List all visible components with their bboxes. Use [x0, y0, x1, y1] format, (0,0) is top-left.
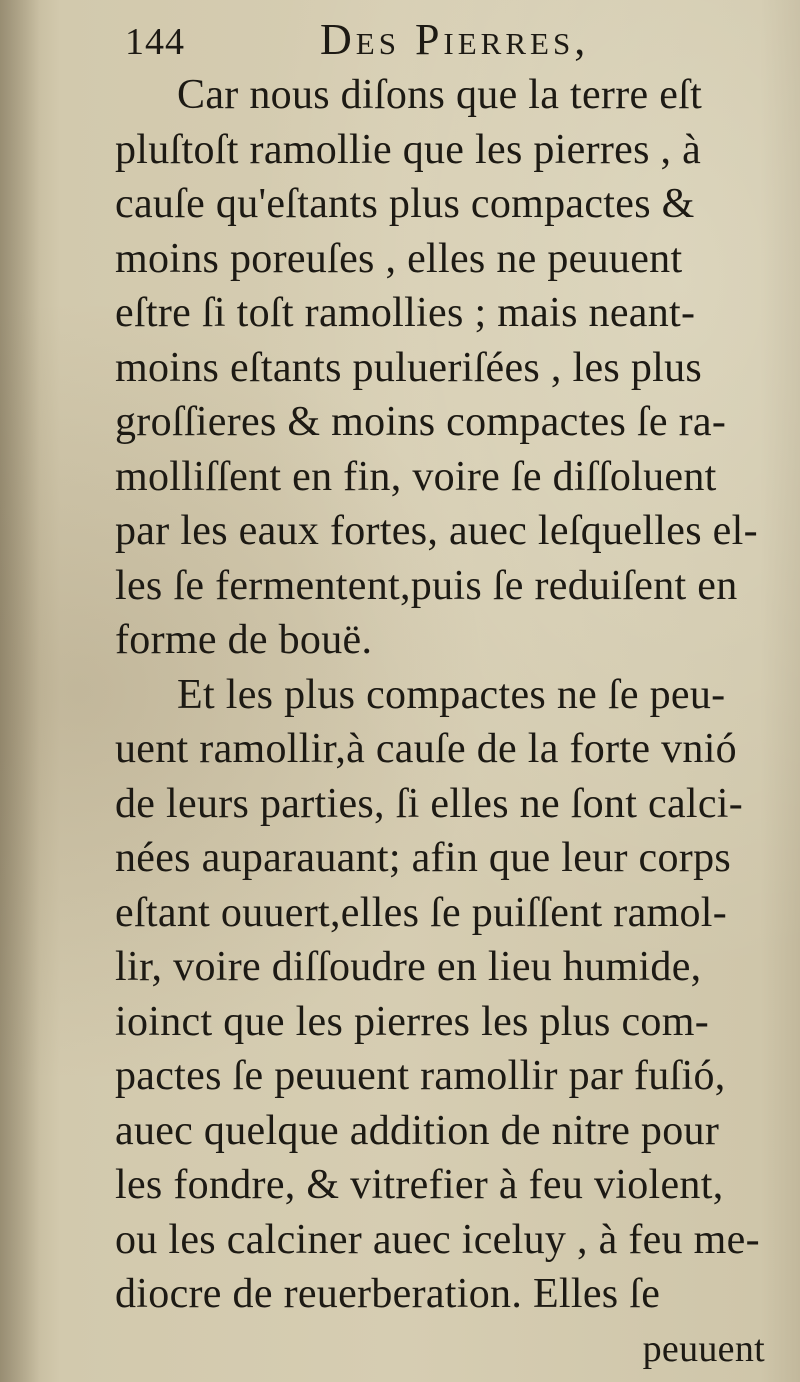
text-line: moins poreuſes , elles ne peuuent — [115, 235, 683, 282]
text-line: pactes ſe peuuent ramollir par fuſió, — [115, 1053, 726, 1099]
text-line: auec quelque addition de nitre pour — [115, 1107, 720, 1154]
text-line: uent ramollir,à cauſe de la forte vnió — [115, 726, 737, 772]
text-line: nées auparauant; afin que leur corps — [115, 835, 732, 881]
text-line: pluſtoſt ramollie que les pierres , à — [115, 126, 702, 173]
text-line: cauſe qu'eſtants plus compactes & — [115, 181, 695, 227]
text-line: forme de bouë. — [115, 617, 373, 663]
text-line: eſtant ouuert,elles ſe puiſſent ramol- — [115, 889, 728, 936]
text-line: ioinct que les pierres les plus com- — [115, 998, 709, 1045]
page-header — [125, 10, 725, 70]
text-line: par les eaux fortes, auec leſquelles el- — [115, 508, 758, 554]
text-line: molliſſent en fin, voire ſe diſſoluent — [115, 453, 717, 500]
text-line: Et les plus compactes ne ſe peu- — [177, 671, 726, 718]
text-line: moins eſtants pulueriſées , les plus — [115, 344, 703, 391]
body-text — [115, 68, 795, 1376]
catchword: peuuent — [642, 1327, 765, 1370]
text-line: ou les calciner auec iceluy , à feu me- — [115, 1216, 760, 1263]
text-line: les fondre, & vitrefier à feu violent, — [115, 1162, 724, 1208]
text-line: les ſe fermentent,puis ſe reduiſent en — [115, 562, 738, 609]
text-line: groſſieres & moins compactes ſe ra- — [115, 399, 727, 445]
page-number: 144 — [125, 21, 185, 63]
text-line: diocre de reuerberation. Elles ſe — [115, 1271, 661, 1317]
text-line: eſtre ſi toſt ramollies ; mais neant- — [115, 290, 696, 336]
running-title: Des Pierres, — [320, 15, 590, 64]
text-line: de leurs parties, ſi elles ne ſont calci- — [115, 780, 744, 827]
page-shadow — [0, 0, 40, 1382]
text-line: lir, voire diſſoudre en lieu humide, — [115, 944, 702, 990]
text-line: Car nous diſons que la terre eſt — [177, 72, 703, 118]
